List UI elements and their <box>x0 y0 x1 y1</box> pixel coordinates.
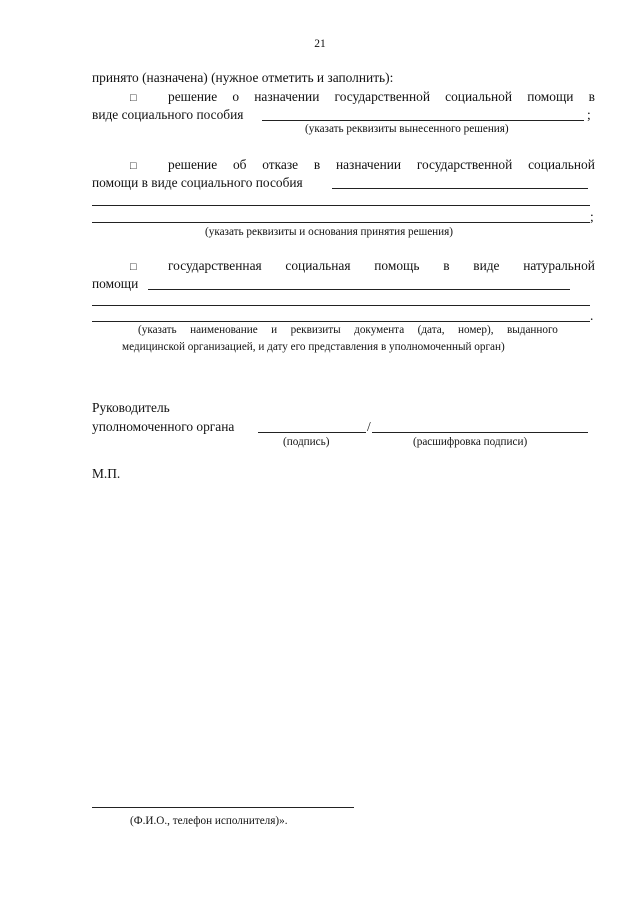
option-1-line-2: виде социального пособия <box>92 107 244 122</box>
intro-line: принято (назначена) (нужное отметить и заполнить): <box>92 70 394 85</box>
option-3-caption-line-2: медицинской организацией, и дату его представления в уполномоченный орган) <box>122 341 505 353</box>
option-1-caption: (указать реквизиты вынесенного решения) <box>305 123 509 135</box>
signature-separator: / <box>367 419 371 434</box>
option-3-line-1: государственная социальная помощь в виде натуральной <box>168 258 595 273</box>
option-2-fill-line-3[interactable] <box>92 222 590 223</box>
option-3-line-2: помощи <box>92 276 139 291</box>
option-2-fill-line-2[interactable] <box>92 205 590 206</box>
checkbox-icon: □ <box>130 261 137 273</box>
option-2-semicolon: ; <box>590 209 594 224</box>
option-2-fill-line-1[interactable] <box>332 188 588 189</box>
option-2-caption: (указать реквизиты и основания принятия решения) <box>205 226 454 238</box>
option-1-line-1: решение о назначении государственной социальной помощи в <box>168 89 595 104</box>
checkbox-icon: □ <box>130 160 137 172</box>
signature-caption: (подпись) <box>283 436 330 448</box>
signature-decode-caption: (расшифровка подписи) <box>413 436 528 448</box>
footer-fill-line[interactable] <box>92 807 354 808</box>
signature-decode-line[interactable] <box>372 432 588 433</box>
signature-head-line-2: уполномоченного органа <box>92 419 235 434</box>
checkbox-option-1[interactable] <box>130 89 137 106</box>
option-3-fill-line-3[interactable] <box>92 321 590 322</box>
footer-caption: (Ф.И.О., телефон исполнителя)». <box>130 815 288 827</box>
page-number: 21 <box>314 38 326 50</box>
checkbox-option-3[interactable] <box>130 258 137 275</box>
option-3-fill-line-2[interactable] <box>92 305 590 306</box>
option-3-period: . <box>590 308 594 323</box>
option-3-caption-line-1: (указать наименование и реквизиты документа (дата, номер), выданного <box>138 324 558 336</box>
option-1-fill-line[interactable] <box>262 120 584 121</box>
option-3-fill-line-1[interactable] <box>148 289 570 290</box>
option-2-line-2: помощи в виде социального пособия <box>92 175 303 190</box>
stamp-label: М.П. <box>92 466 121 481</box>
checkbox-option-2[interactable] <box>130 157 137 174</box>
option-2-line-1: решение об отказе в назначении государственной социальной <box>168 157 595 172</box>
option-1-semicolon: ; <box>587 107 591 122</box>
signature-head-line-1: Руководитель <box>92 400 170 415</box>
checkbox-icon: □ <box>130 92 137 104</box>
signature-line[interactable] <box>258 432 366 433</box>
